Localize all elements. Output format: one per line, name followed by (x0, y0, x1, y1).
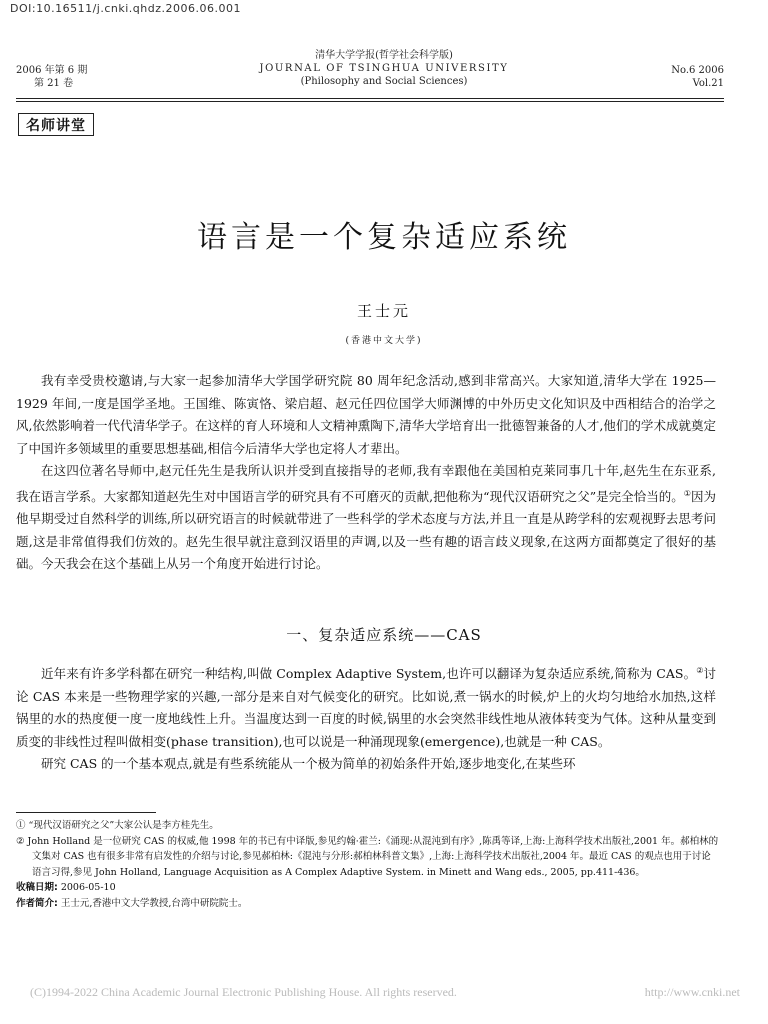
journal-masthead (200, 49, 568, 88)
section-body (16, 660, 716, 776)
footnote-rule (16, 812, 156, 813)
section-heading: 一、复杂适应系统——CAS (286, 626, 482, 644)
volume-en: Vol.21 (692, 78, 724, 89)
author-bio-label: 作者简介: (16, 897, 58, 909)
website-link[interactable]: http://www.cnki.net (644, 985, 740, 999)
footnotes (16, 818, 720, 911)
received-value: 2006-05-10 (60, 882, 116, 893)
paragraph (16, 660, 716, 753)
footnote-1: ① “现代汉语研究之父”大家公认是李方桂先生。 (16, 820, 219, 831)
footnote-2: ② John Holland 是一位研究 CAS 的权威,他 1998 年的书已有中译版,参见约翰·霍兰:《涌现:从混沌到有序》,陈禹等译,上海:上海科学技术出版社,2001 年。郝柏林的文集对 CAS 也有很多非常有启发性的介绍与讨论,参见郝柏林:《混沌与分形:郝柏林科普文集》,上海:上海科学技术出版社,2004 年。最近 CAS 的观点也用于讨论语言习得,参见 John Holland, Language Acquisition as A Complex Adaptive System. in Minett and Wang eds., 2005, pp.411-436。 (16, 835, 719, 878)
received-date (16, 880, 720, 896)
copyright-text: (C)1994-2022 China Academic Journal Electronic Publishing House. All rights reserved. (30, 985, 457, 999)
journal-name-en: JOURNAL OF TSINGHUA UNIVERSITY (259, 63, 509, 74)
author-name: 王士元 (356, 302, 411, 320)
article-title: 语言是一个复杂适应系统 (197, 220, 571, 255)
author-affiliation: (香港中文大学) (345, 336, 423, 346)
paragraph-text: 近年来有许多学科都在研究一种结构,叫做 Complex Adaptive System,也许可以翻译为复杂适应系统,简称为 CAS。 (41, 666, 697, 682)
paragraph (16, 460, 716, 576)
footnote-ref: ① (683, 488, 691, 498)
issue-year-number: 2006 年第 6 期 (16, 65, 88, 76)
author-bio (16, 896, 720, 912)
paragraph-text: 讨论 CAS 本来是一些物理学家的兴趣,一部分是来自对气候变化的研究。比如说,煮一锅水的时候,炉上的火均匀地给水加热,这样锅里的水的热度便一度一度地线性上升。当温度达到一百度的时候,锅里的水会突然非线性地从液体转变为气体。这种从量变到质变的非线性过程叫做相变(phase transition),也可以说是一种涌现现象(emergence),也就是一种 CAS。 (16, 666, 717, 749)
paragraph-text: 在这四位著名导师中,赵元任先生是我所认识并受到直接指导的老师,我有幸跟他在美国柏克莱同事几十年,赵先生在东亚系,我在语言学系。大家都知道赵先生对中国语言学的研究具有不可磨灭的贡献,把他称为“现代汉语研究之父”是完全恰当的。 (16, 463, 716, 504)
paragraph: 研究 CAS 的一个基本观点,就是有些系统能从一个极为简单的初始条件开始,逐步地变化,在某些环 (41, 756, 576, 772)
author-bio-value: 王士元,香港中文大学教授,台湾中研院院士。 (60, 897, 248, 909)
header-rule (16, 98, 724, 99)
footnote-ref: ② (696, 666, 704, 675)
issue-number-en: No.6 2006 (671, 65, 724, 76)
volume-number: 第 21 卷 (34, 78, 74, 89)
column-label: 名师讲堂 (18, 113, 94, 136)
paragraph: 我有幸受贵校邀请,与大家一起参加清华大学国学研究院 80 周年纪念活动,感到非常高兴。大家知道,清华大学在 1925—1929 年间,一度是国学圣地。王国维、陈寅恪、梁启超、赵元任四位国学大师渊博的中外历史文化知识及中西相结合的治学之风,依然影响着一代代清华学子。在这样的育人环境和人文精神熏陶下,清华大学培育出一批德智兼备的人才,他们的学术成就奠定了中国许多领域里的重要思想基础,相信今后清华大学也定将人才辈出。 (16, 373, 716, 456)
received-label: 收稿日期: (16, 882, 58, 893)
copyright-footer (30, 985, 740, 1000)
header-rule-thin (16, 101, 724, 102)
intro-section (16, 370, 716, 576)
issue-info-right (671, 64, 724, 90)
journal-subtitle-en: (Philosophy and Social Sciences) (300, 76, 468, 87)
journal-name-cn: 清华大学学报(哲学社会科学版) (315, 50, 453, 61)
paragraph-text: 因为他早期受过自然科学的训练,所以研究语言的时候就带进了一些科学的学术态度与方法,并且一直是从跨学科的宏观视野去思考问题,这是非常值得我们仿效的。赵先生很早就注意到汉语里的声调,以及一些有趣的语言歧义现象,在这两方面都奠定了很好的基础。今天我会在这个基础上从另一个角度开始进行讨论。 (16, 488, 717, 572)
issue-info-left (16, 64, 87, 90)
doi-line: DOI:10.16511/j.cnki.qhdz.2006.06.001 (10, 2, 241, 15)
